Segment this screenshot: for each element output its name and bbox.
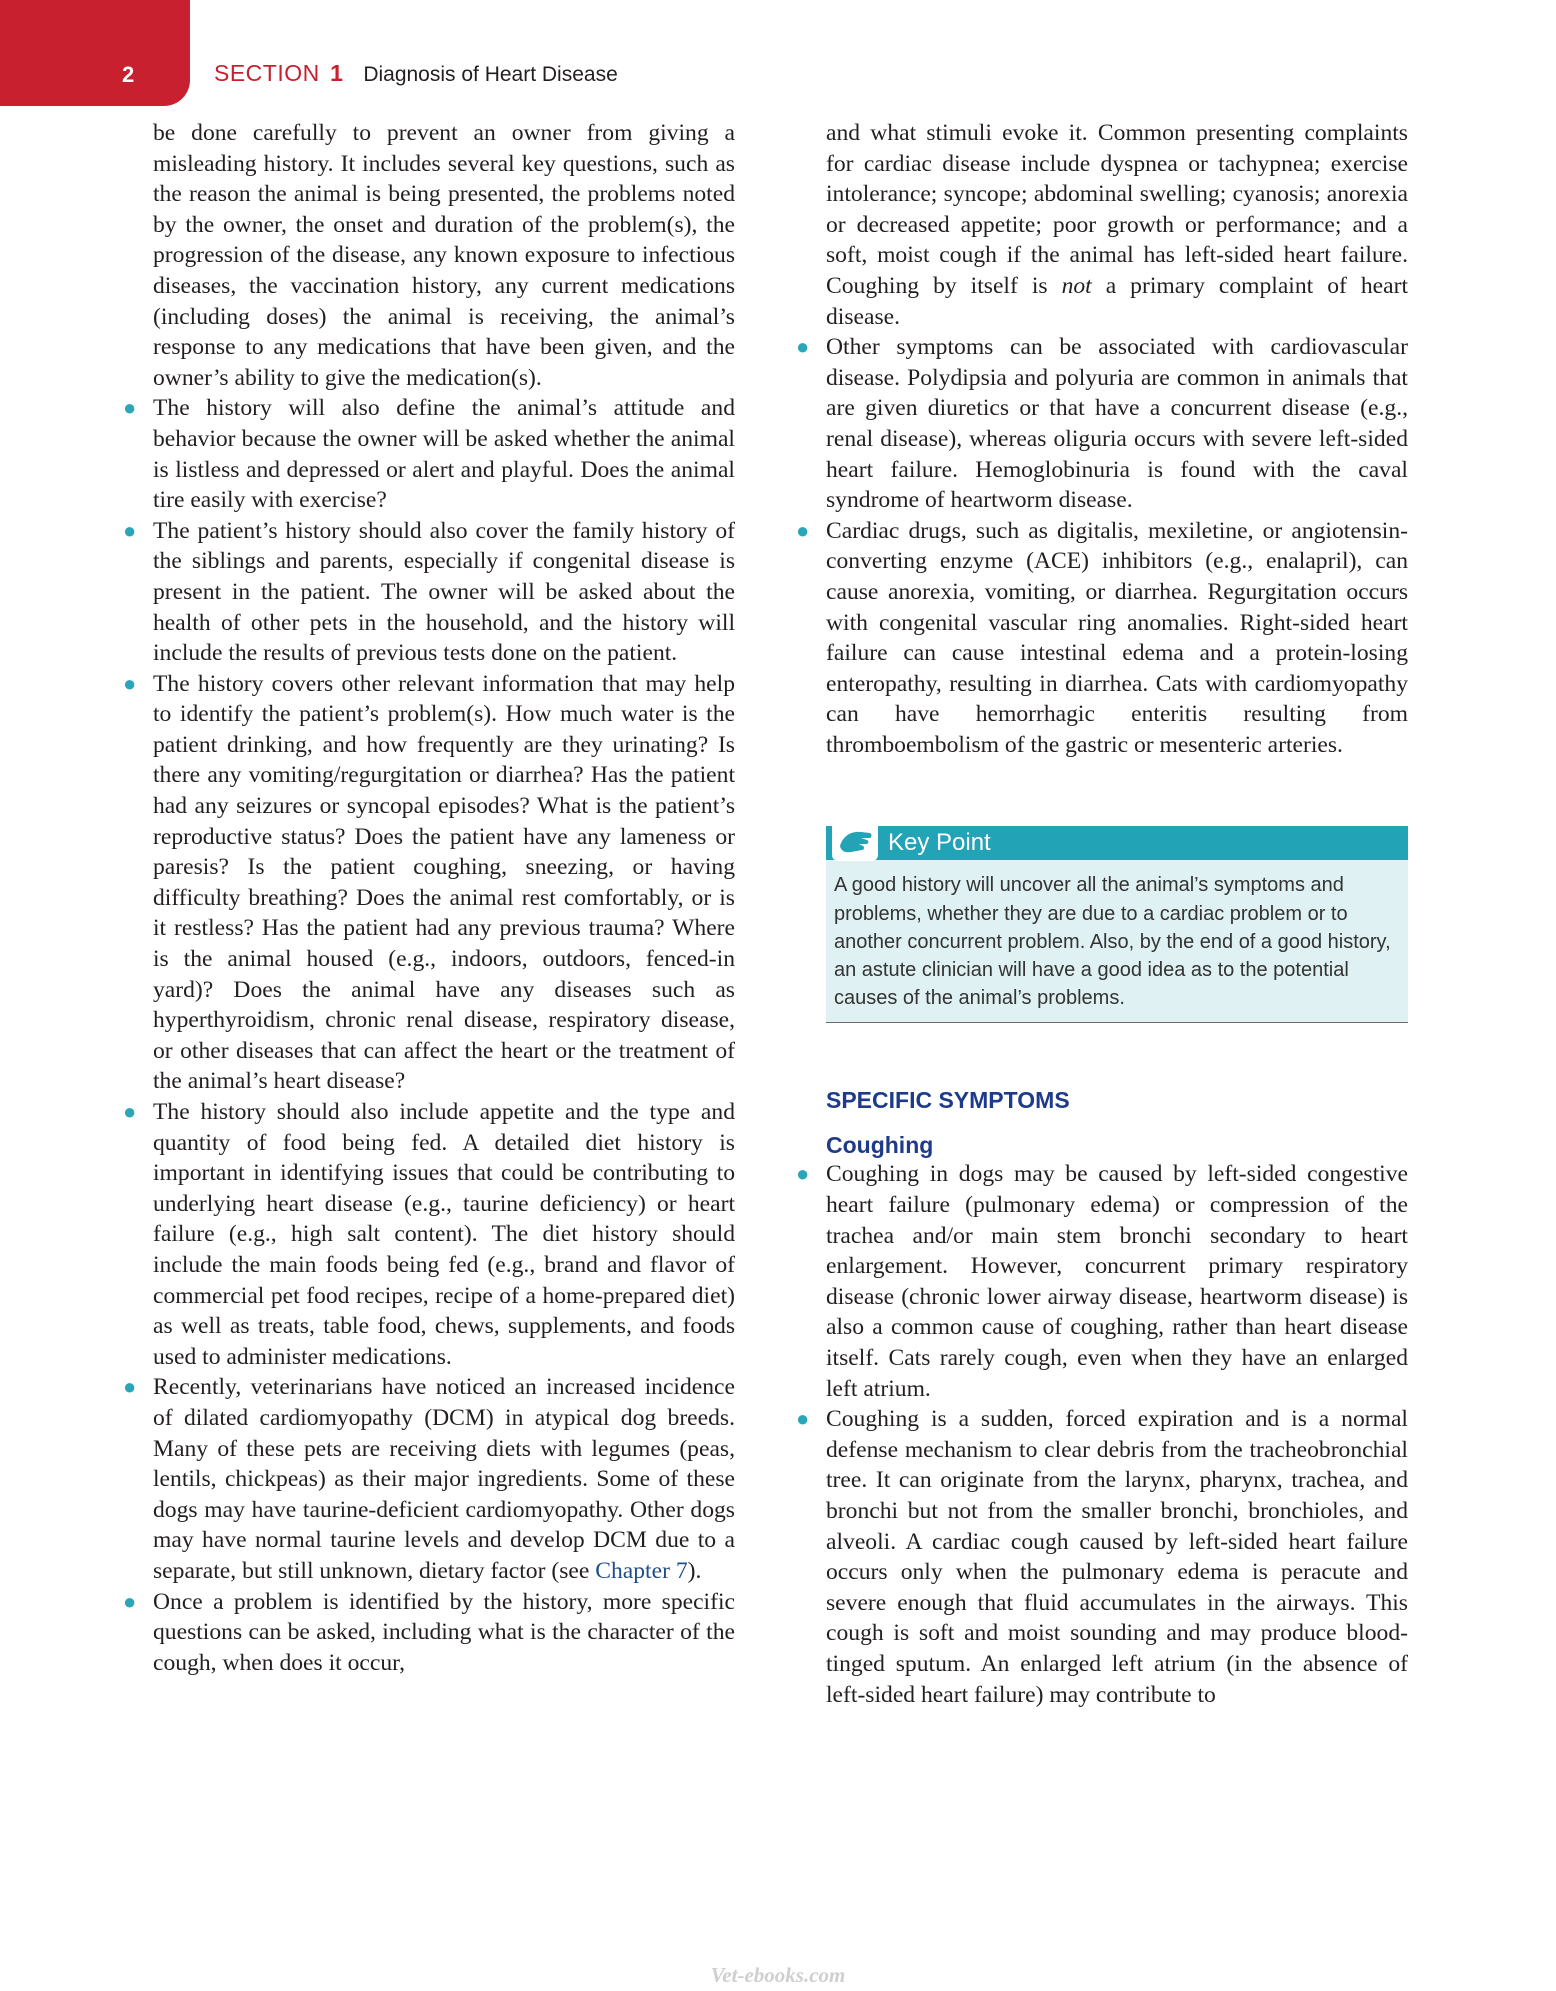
page-number: 2 xyxy=(122,62,135,87)
chapter-title: Diagnosis of Heart Disease xyxy=(363,63,618,86)
bullet-icon: ● xyxy=(123,1588,137,1614)
bullet-icon: ● xyxy=(123,1374,137,1400)
page-tab xyxy=(0,0,190,106)
list-item xyxy=(796,1404,1408,1710)
list-item xyxy=(123,1587,735,1679)
running-head xyxy=(214,60,618,87)
list-item xyxy=(123,669,735,1097)
section-heading: SPECIFIC SYMPTOMS xyxy=(826,1087,1070,1114)
chapter-7-link[interactable]: Chapter 7 xyxy=(595,1557,688,1584)
list-item xyxy=(123,516,735,669)
left-bullet-list xyxy=(123,393,735,1678)
key-point-header xyxy=(826,826,1408,860)
coughing-bullet-list xyxy=(796,1159,1408,1710)
list-item-text: The patient’s history should also cover the family history of the siblings and parents, especially if congenital disease is present in the patient. The owner will be asked about the health of other pets in the household, and the history will include the results of previous tests done on the patient. xyxy=(153,517,735,667)
right-intro-paragraph xyxy=(826,118,1408,332)
emphasis-text: not xyxy=(1061,272,1092,299)
list-item xyxy=(796,332,1408,516)
list-item-text: Other symptoms can be associated with cardiovascular disease. Polydipsia and polyuria are common in animals that are given diuretics or that have a concurrent disease (e.g., renal disease), whereas oliguria occurs with severe left-sided heart failure. Hemoglobinuria is found with the caval syndrome of heartworm disease. xyxy=(826,334,1408,514)
list-item xyxy=(123,393,735,515)
bullet-icon: ● xyxy=(796,1161,810,1187)
subheading-coughing: Coughing xyxy=(826,1132,934,1159)
left-column xyxy=(123,118,735,1678)
hand-pointer-icon xyxy=(832,821,878,861)
list-item-text: Once a problem is identified by the history, more specific questions can be asked, including what is the character of the cough, when does it occur, xyxy=(153,1588,735,1676)
footer-watermark: Vet-ebooks.com xyxy=(710,1963,846,1987)
bullet-icon: ● xyxy=(796,1406,810,1432)
list-item-text: Recently, veterinarians have noticed an increased incidence of dilated cardiomyopathy (DCM) in atypical dog breeds. Many of these pets are receiving diets with legumes (peas, lentils, chickpeas) as their major ingredients. Some of these dogs may have taurine-deficient cardiomyopathy. Other dogs may have normal taurine levels and develop DCM due to a separate, but still unknown, dietary factor (see xyxy=(153,1374,735,1584)
intro-text: and what stimuli evoke it. Common presenting complaints for cardiac disease include dyspnea or tachypnea; exercise intolerance; syncope; abdominal swelling; cyanosis; anorexia or decreased appetite; poor growth or performance; and a soft, moist cough if the animal has left-sided heart failure. Coughing by itself is xyxy=(826,120,1408,299)
list-item xyxy=(796,516,1408,761)
bullet-icon: ● xyxy=(123,517,137,543)
key-point-title: Key Point xyxy=(888,829,991,857)
intro-text: a primary complaint of heart disease. xyxy=(826,272,1408,330)
list-item-text: Coughing in dogs may be caused by left-sided congestive heart failure (pulmonary edema) or compression of the trachea and/or main stem bronchi secondary to heart enlargement. However, concurrent primary respiratory disease (chronic lower airway disease, heartworm disease) is also a common cause of coughing, rather than heart disease itself. Cats rarely cough, even when they have an enlarged left atrium. xyxy=(826,1161,1408,1402)
list-item-text: The history will also define the animal’s attitude and behavior because the owner will be asked whether the animal is listless and depressed or alert and playful. Does the animal tire easily with exercise? xyxy=(153,395,735,514)
right-bullet-list xyxy=(796,332,1408,760)
left-intro-paragraph: be done carefully to prevent an owner from giving a misleading history. It includes several key questions, such as the reason the animal is being presented, the problems noted by the owner, the onset and duration of the problem(s), the progression of the disease, any known exposure to infectious diseases, the vaccination history, any current medications (including doses) the animal is receiving, the animal’s response to any medications that have been given, and the owner’s ability to give the medication(s). xyxy=(153,120,735,391)
key-point-body: A good history will uncover all the animal’s symptoms and problems, whether they are due to a cardiac problem or to another concurrent problem. Also, by the end of a good history, an astute clinician will have a good idea as to the potential causes of the animal’s problems. xyxy=(834,874,1391,1010)
list-item-text: ). xyxy=(687,1557,702,1584)
section-label: SECTION xyxy=(214,60,320,86)
key-point-box xyxy=(826,826,1408,1023)
list-item-text: Cardiac drugs, such as digitalis, mexiletine, or angiotensin-converting enzyme (ACE) inhibitors (e.g., enalapril), can cause anorexia, vomiting, or diarrhea. Regurgitation occurs with congenital vascular ring anomalies. Right-sided heart failure can cause intestinal edema and a protein-losing enteropathy, resulting in diarrhea. Cats with cardiomyopathy can have hemorrhagic enteritis resulting from thromboembolism of the gastric or mesenteric arteries. xyxy=(826,517,1408,758)
list-item-text: Coughing is a sudden, forced expiration and is a normal defense mechanism to clear debris from the tracheobronchial tree. It can originate from the larynx, pharynx, trachea, and bronchi but not from the smaller bronchi, bronchioles, and alveoli. A cardiac cough caused by left-sided heart failure occurs only when the pulmonary edema is peracute and severe enough that fluid accumulates in the airways. This cough is soft and moist sounding and may produce blood-tinged sputum. An enlarged left atrium (in the absence of left-sided heart failure) may contribute to xyxy=(826,1406,1408,1708)
bullet-icon: ● xyxy=(123,395,137,421)
bullet-icon: ● xyxy=(796,334,810,360)
section-number: 1 xyxy=(330,60,343,86)
list-item-text: The history covers other relevant information that may help to identify the patient’s problem(s). How much water is the patient drinking, and how frequently are they urinating? Is there any vomiting/regurgitation or diarrhea? Has the patient had any seizures or syncopal episodes? What is the patient’s reproductive status? Does the patient have any lameness or paresis? Is the patient coughing, sneezing, or having difficulty breathing? Does the animal rest comfortably, or is it restless? Has the patient had any previous trauma? Where is the animal housed (e.g., indoors, outdoors, fenced-in yard)? Does the animal have any diseases such as hyperthyroidism, chronic renal disease, respiratory disease, or other diseases that can affect the heart or the treatment of the animal’s heart disease? xyxy=(153,670,735,1095)
list-item-text: The history should also include appetite and the type and quantity of food being fed. A detailed diet history is important in identifying issues that could be contributing to underlying heart disease (e.g., taurine deficiency) or heart failure (e.g., high salt content). The diet history should include the main foods being fed (e.g., brand and flavor of commercial pet food recipes, recipe of a home-prepared diet) as well as treats, table food, chews, supplements, and foods used to administer medications. xyxy=(153,1099,735,1370)
right-column xyxy=(796,118,1408,1710)
list-item xyxy=(796,1159,1408,1404)
bullet-icon: ● xyxy=(123,1099,137,1124)
bullet-icon: ● xyxy=(123,670,137,696)
list-item xyxy=(123,1372,735,1586)
bullet-icon: ● xyxy=(796,517,810,543)
list-item xyxy=(123,1097,735,1372)
